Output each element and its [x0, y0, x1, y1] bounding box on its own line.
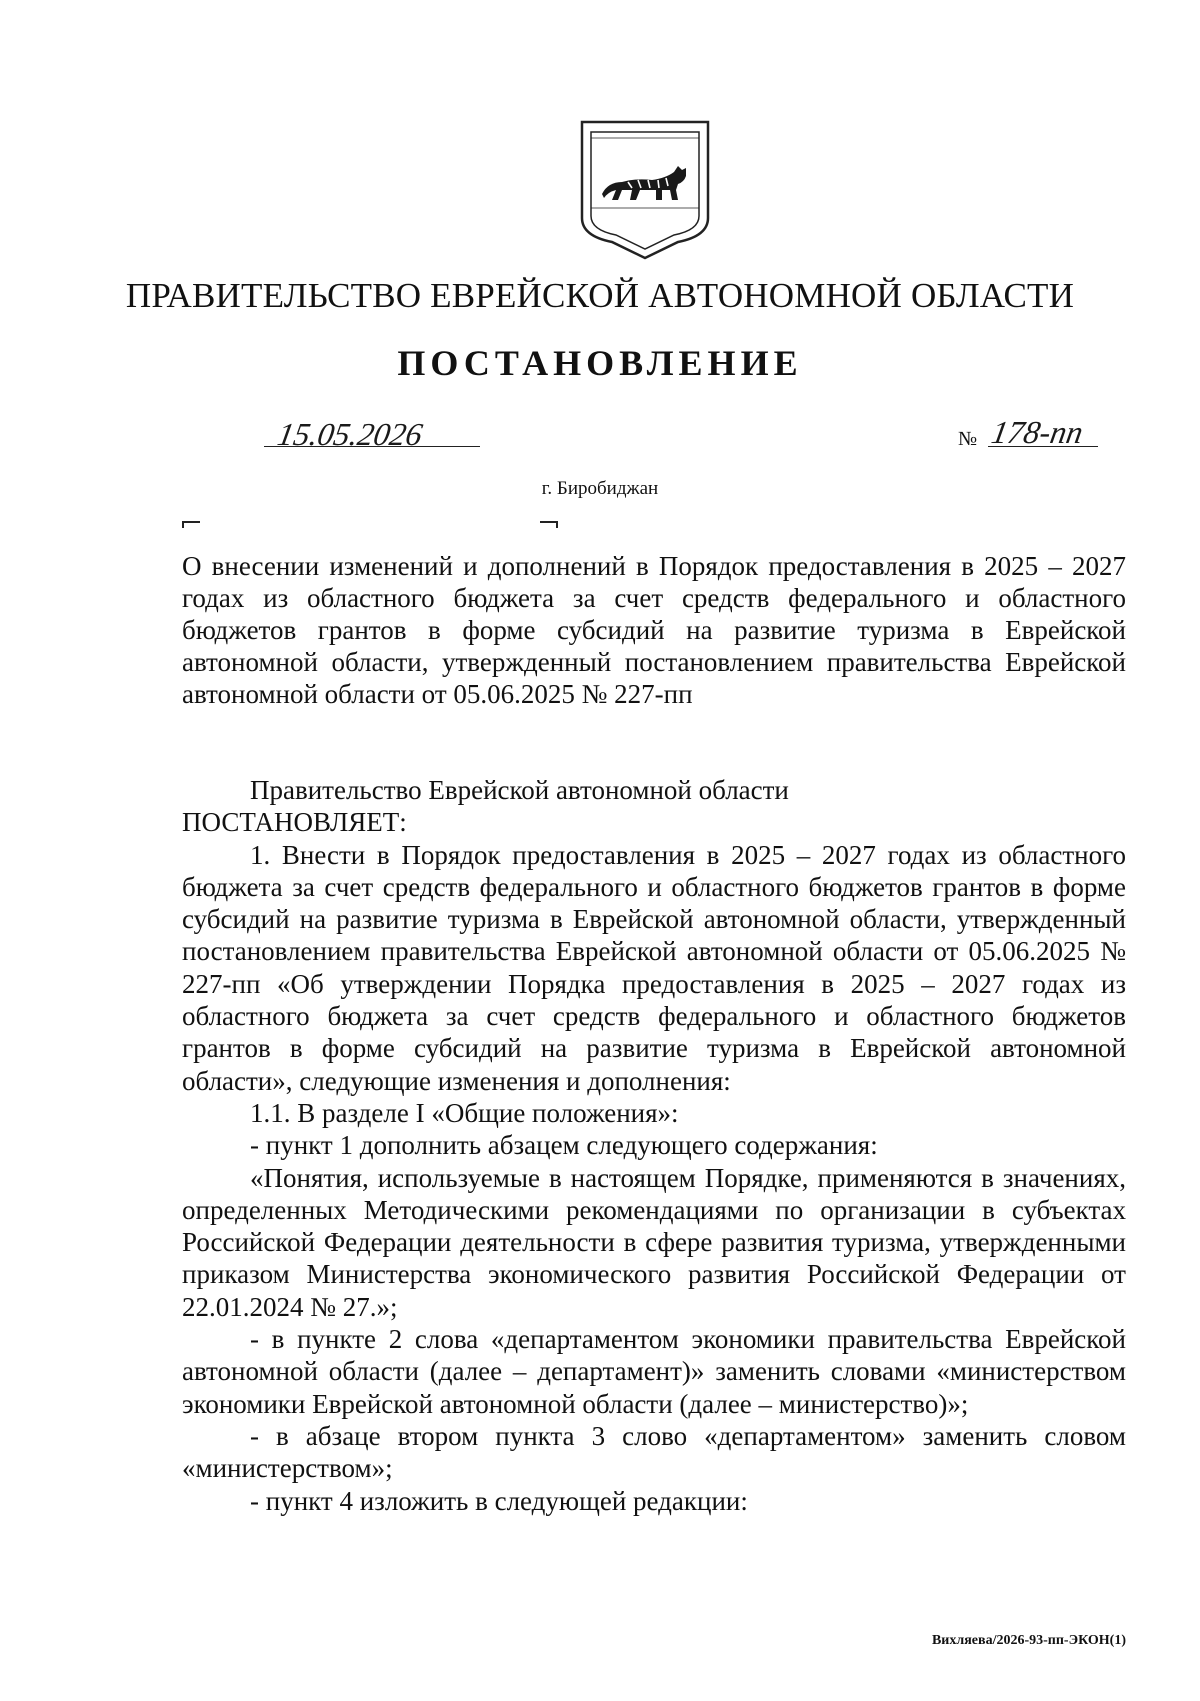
subject-corner-left — [182, 521, 200, 528]
body-paragraph: 1. Внести в Порядок предоставления в 2025 – 2027 годах из областного бюджета за счет средств федерального и областного бюджетов грантов в форме субсидий на развитие туризма в Еврейской автономной области, утвержденный постановлением правительства Еврейской автономной области от 05.06.2025 № 227-пп «Об утверждении Порядка предоставления в 2025 – 2027 годах из областного бюджета за счет средств федерального и областного бюджетов грантов в форме субсидий на развитие туризма в Еврейской автономной области», следующие изменения и дополнения: — [182, 839, 1126, 1096]
number-sign: № — [958, 428, 978, 450]
date-underline — [264, 446, 480, 447]
document-subject — [182, 550, 1126, 710]
handwritten-date: 15.05.2026 — [274, 416, 426, 452]
number-underline — [988, 446, 1098, 447]
city: г. Биробиджан — [541, 478, 659, 499]
footer-code: Вихляева/2026-93-пп-ЭКОН(1) — [931, 1633, 1126, 1648]
coat-of-arms — [578, 120, 712, 260]
tiger-coat-of-arms-icon — [578, 120, 712, 260]
document-type: ПОСТАНОВЛЕНИЕ — [397, 343, 803, 383]
body-paragraph: - в абзаце втором пункта 3 слово «департаментом» заменить словом «министерством»; — [182, 1420, 1126, 1484]
body-paragraph: - пункт 4 изложить в следующей редакции: — [250, 1485, 748, 1516]
subject-text: О внесении изменений и дополнений в Порядок предоставления в 2025 – 2027 годах из областного бюджета за счет средств федерального и областного бюджетов грантов в форме субсидий на развитие туризма в Еврейской автономной области, утвержденный постановлением правительства Еврейской автономной области от 05.06.2025 № 227-пп — [182, 551, 1126, 709]
body-paragraph: «Понятия, используемые в настоящем Порядке, применяются в значениях, определенных Методическими рекомендациями по организации в субъектах Российской Федерации деятельности в сфере развития туризма, утвержденными приказом Министерства экономического развития Российской Федерации от 22.01.2024 № 27.»; — [182, 1162, 1126, 1322]
body-paragraph: 1.1. В разделе I «Общие положения»: — [250, 1097, 679, 1128]
government-title: ПРАВИТЕЛЬСТВО ЕВРЕЙСКОЙ АВТОНОМНОЙ ОБЛАСТИ — [125, 276, 1075, 315]
document-body — [182, 774, 1126, 1517]
handwritten-number: 178-пп — [988, 414, 1086, 450]
intro-line: Правительство Еврейской автономной области — [250, 775, 789, 805]
body-paragraph: - в пункте 2 слова «департаментом экономики правительства Еврейской автономной области (далее – департамент)» заменить словами «министерством экономики Еврейской автономной области (далее – министерство)»; — [182, 1324, 1126, 1419]
body-paragraph: - пункт 1 дополнить абзацем следующего содержания: — [250, 1130, 878, 1161]
subject-corner-right — [540, 521, 558, 528]
resolves-line: ПОСТАНОВЛЯЕТ: — [182, 807, 407, 838]
